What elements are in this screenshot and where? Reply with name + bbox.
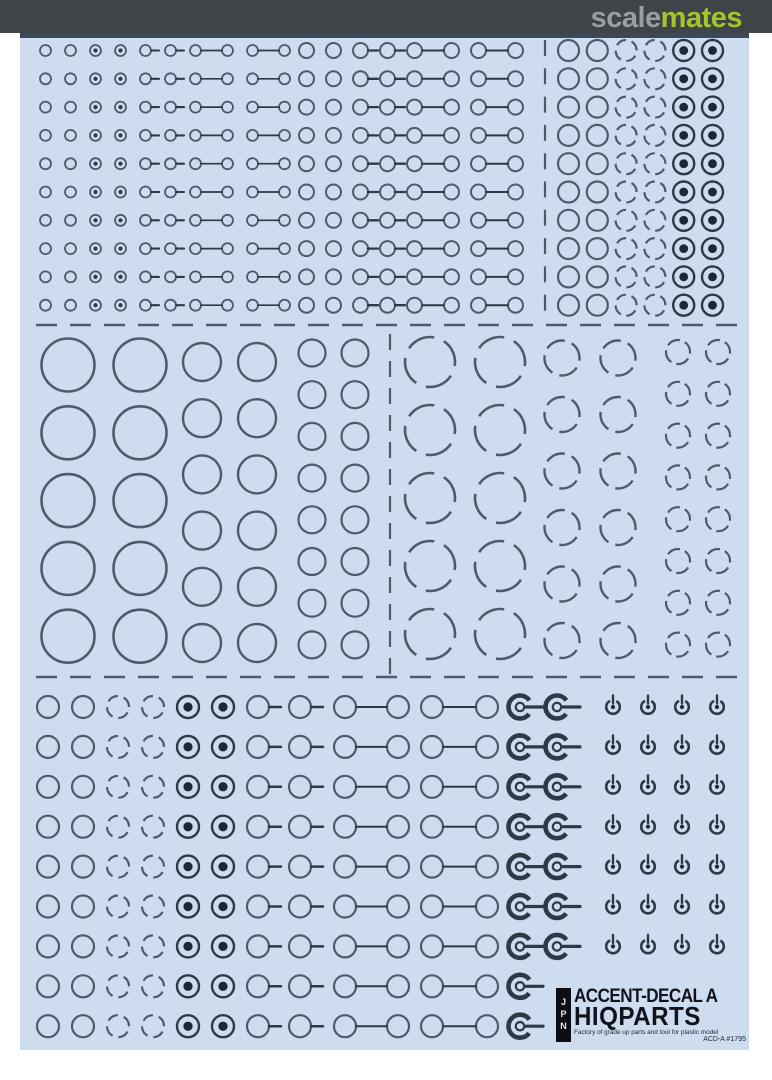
brand-name: HIQPARTS bbox=[574, 1001, 701, 1031]
product-code: ACD-A #1795 bbox=[703, 1036, 746, 1043]
product-title: ACCENT-DECAL A bbox=[574, 986, 718, 1007]
jpn-badge: JPN bbox=[556, 988, 571, 1042]
scalemates-logo bbox=[591, 0, 742, 33]
hiqparts-logo-block bbox=[556, 988, 750, 1046]
scalemates-logo-scale: scale bbox=[590, 2, 661, 34]
scalemates-logo-mates: mates bbox=[660, 2, 742, 34]
watermark-bar bbox=[0, 0, 772, 33]
brand-tagline: Factory of grade up parts and tool for plastic model bbox=[574, 1029, 719, 1036]
hiqparts-logo-text bbox=[574, 988, 750, 1046]
